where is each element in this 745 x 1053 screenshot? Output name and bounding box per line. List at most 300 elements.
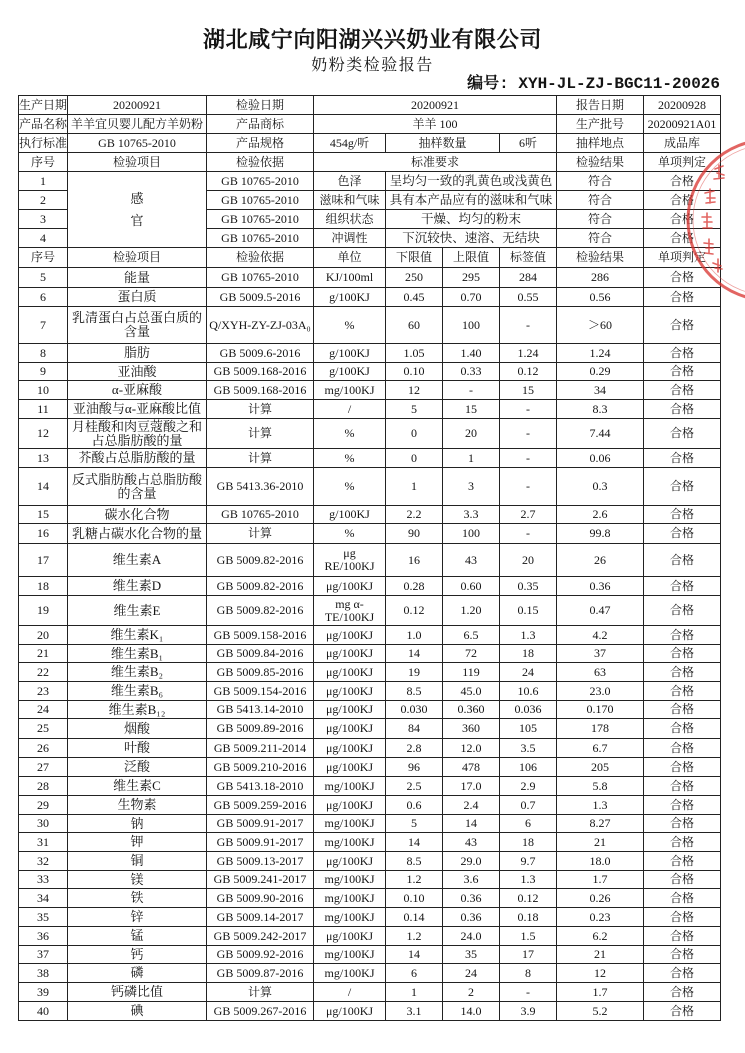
- lower-limit: 1.2: [386, 927, 443, 946]
- upper-limit: 0.36: [443, 908, 500, 927]
- unit: μg/100KJ: [314, 1002, 386, 1021]
- test-method: GB 5009.82-2016: [207, 577, 314, 596]
- item-verdict: 合格: [644, 626, 721, 645]
- test-result: 0.06: [557, 449, 644, 468]
- nutrient-row: [19, 833, 721, 852]
- row-number: 33: [19, 871, 68, 889]
- standard-requirement: 具有本产品应有的滋味和气味: [386, 191, 557, 210]
- upper-limit: 0.36: [443, 889, 500, 908]
- label-value: 18: [500, 833, 557, 852]
- label-value: 0.55: [500, 288, 557, 307]
- unit: μg/100KJ: [314, 758, 386, 777]
- item-verdict: 合格: [644, 468, 721, 506]
- upper-limit: 20: [443, 419, 500, 449]
- row-number: 3: [19, 210, 68, 229]
- sensory-attribute: 滋味和气味: [314, 191, 386, 210]
- unit: KJ/100ml: [314, 268, 386, 288]
- label-value: -: [500, 449, 557, 468]
- row-number: 9: [19, 363, 68, 381]
- lower-limit: 0.45: [386, 288, 443, 307]
- lower-limit: 6: [386, 964, 443, 983]
- label-value: 0.35: [500, 577, 557, 596]
- header-result: 检验结果: [557, 153, 644, 172]
- test-method: GB 5009.5-2016: [207, 288, 314, 307]
- item-verdict: 合格: [644, 964, 721, 983]
- lower-limit: 90: [386, 524, 443, 544]
- test-item: 锌: [68, 908, 207, 927]
- upper-limit: -: [443, 381, 500, 400]
- label-value: 1.24: [500, 344, 557, 363]
- upper-limit: 2.4: [443, 796, 500, 815]
- lower-limit: 250: [386, 268, 443, 288]
- unit: μg/100KJ: [314, 796, 386, 815]
- label-value: 1.3: [500, 626, 557, 645]
- report-number: 编号: XYH-JL-ZJ-BGC11-20026: [467, 75, 720, 93]
- upper-limit: 3: [443, 468, 500, 506]
- lower-limit: 0.28: [386, 577, 443, 596]
- header-verdict: 单项判定: [644, 248, 721, 268]
- test-item: 维生素B₆: [68, 682, 207, 701]
- item-verdict: 合格: [644, 307, 721, 344]
- upper-limit: 360: [443, 719, 500, 739]
- label-value: 0.036: [500, 701, 557, 719]
- unit: μg/100KJ: [314, 852, 386, 871]
- inspection-date-label: 检验日期: [207, 96, 314, 115]
- test-method: GB 5009.82-2016: [207, 596, 314, 626]
- test-method: 计算: [207, 524, 314, 544]
- standard-value: GB 10765-2010: [68, 134, 207, 153]
- test-method: GB 10765-2010: [207, 506, 314, 524]
- row-number: 32: [19, 852, 68, 871]
- upper-limit: 24: [443, 964, 500, 983]
- lower-limit: 5: [386, 815, 443, 833]
- row-number: 25: [19, 719, 68, 739]
- row-number: 2: [19, 191, 68, 210]
- unit: g/100KJ: [314, 363, 386, 381]
- lower-limit: 14: [386, 645, 443, 663]
- test-result: 0.26: [557, 889, 644, 908]
- test-item: 生物素: [68, 796, 207, 815]
- report-date-value: 20200928: [644, 96, 721, 115]
- upper-limit: 478: [443, 758, 500, 777]
- test-result: 0.23: [557, 908, 644, 927]
- label-value: -: [500, 524, 557, 544]
- upper-limit: 14: [443, 815, 500, 833]
- test-method: GB 5009.168-2016: [207, 381, 314, 400]
- test-method: GB 5413.18-2010: [207, 777, 314, 796]
- unit: mg/100KJ: [314, 871, 386, 889]
- row-number: 14: [19, 468, 68, 506]
- report-date-label: 报告日期: [557, 96, 644, 115]
- nutrient-row: [19, 400, 721, 419]
- upper-limit: 295: [443, 268, 500, 288]
- test-method: GB 5009.87-2016: [207, 964, 314, 983]
- item-verdict: 合格: [644, 815, 721, 833]
- test-method: GB 5009.242-2017: [207, 927, 314, 946]
- batch-label: 生产批号: [557, 115, 644, 134]
- test-item: 维生素B₂: [68, 663, 207, 682]
- label-value: 106: [500, 758, 557, 777]
- row-number: 11: [19, 400, 68, 419]
- row-number: 5: [19, 268, 68, 288]
- lower-limit: 0.6: [386, 796, 443, 815]
- header-item: 检验项目: [68, 248, 207, 268]
- test-result: 6.2: [557, 927, 644, 946]
- header-result: 检验结果: [557, 248, 644, 268]
- unit: mg/100KJ: [314, 833, 386, 852]
- upper-limit: 6.5: [443, 626, 500, 645]
- test-result: 符合: [557, 172, 644, 191]
- label-value: 284: [500, 268, 557, 288]
- sensory-header-row: [19, 153, 721, 172]
- test-result: 1.7: [557, 983, 644, 1002]
- nutrient-row: [19, 307, 721, 344]
- label-value: 2.9: [500, 777, 557, 796]
- test-item: 月桂酸和肉豆蔻酸之和占总脂肪酸的量: [68, 419, 207, 449]
- row-number: 37: [19, 946, 68, 964]
- test-method: GB 5009.91-2017: [207, 833, 314, 852]
- upper-limit: 0.60: [443, 577, 500, 596]
- row-number: 7: [19, 307, 68, 344]
- row-number: 24: [19, 701, 68, 719]
- sample-site-value: 成品库: [644, 134, 721, 153]
- test-result: 0.29: [557, 363, 644, 381]
- lower-limit: 0.12: [386, 596, 443, 626]
- sample-qty-label: 抽样数量: [386, 134, 500, 153]
- label-value: 0.12: [500, 889, 557, 908]
- test-method: GB 5009.241-2017: [207, 871, 314, 889]
- test-result: 0.3: [557, 468, 644, 506]
- test-result: 5.8: [557, 777, 644, 796]
- nutrient-row: [19, 363, 721, 381]
- nutrient-row: [19, 645, 721, 663]
- unit: μg/100KJ: [314, 663, 386, 682]
- test-result: 符合: [557, 210, 644, 229]
- unit: μg/100KJ: [314, 645, 386, 663]
- row-number: 4: [19, 229, 68, 248]
- test-method: Q/XYH-ZY-ZJ-03A₀: [207, 307, 314, 344]
- nutrient-row: [19, 381, 721, 400]
- item-verdict: 合格: [644, 739, 721, 758]
- nutrient-row: [19, 663, 721, 682]
- header-verdict: 单项判定: [644, 153, 721, 172]
- lower-limit: 1.0: [386, 626, 443, 645]
- unit: μg/100KJ: [314, 626, 386, 645]
- item-verdict: 合格: [644, 758, 721, 777]
- test-item: 亚油酸: [68, 363, 207, 381]
- test-item: 碘: [68, 1002, 207, 1021]
- test-result: 8.27: [557, 815, 644, 833]
- nutrient-row: [19, 908, 721, 927]
- label-value: 0.12: [500, 363, 557, 381]
- item-verdict: 合格: [644, 419, 721, 449]
- unit: μg RE/100KJ: [314, 544, 386, 577]
- header-no: 序号: [19, 248, 68, 268]
- test-result: 205: [557, 758, 644, 777]
- unit: %: [314, 524, 386, 544]
- unit: /: [314, 983, 386, 1002]
- header-lower-limit: 下限值: [386, 248, 443, 268]
- test-result: 0.170: [557, 701, 644, 719]
- nutrient-row: [19, 927, 721, 946]
- test-item: α-亚麻酸: [68, 381, 207, 400]
- nutrient-row: [19, 682, 721, 701]
- test-method: GB 10765-2010: [207, 229, 314, 248]
- test-method: 计算: [207, 400, 314, 419]
- test-method: 计算: [207, 983, 314, 1002]
- header-requirement: 标准要求: [314, 153, 557, 172]
- nutrient-row: [19, 889, 721, 908]
- item-verdict: 合格: [644, 1002, 721, 1021]
- upper-limit: 1: [443, 449, 500, 468]
- upper-limit: 43: [443, 544, 500, 577]
- nutrient-row: [19, 852, 721, 871]
- upper-limit: 43: [443, 833, 500, 852]
- lower-limit: 0: [386, 419, 443, 449]
- sample-site-label: 抽样地点: [557, 134, 644, 153]
- lower-limit: 1.05: [386, 344, 443, 363]
- test-method: GB 5009.84-2016: [207, 645, 314, 663]
- test-item: 钾: [68, 833, 207, 852]
- label-value: -: [500, 419, 557, 449]
- test-result: 23.0: [557, 682, 644, 701]
- report-title: 奶粉类检验报告: [311, 57, 434, 74]
- upper-limit: 17.0: [443, 777, 500, 796]
- lower-limit: 2.8: [386, 739, 443, 758]
- sensory-attribute: 冲调性: [314, 229, 386, 248]
- unit: mg/100KJ: [314, 777, 386, 796]
- upper-limit: 119: [443, 663, 500, 682]
- lower-limit: 8.5: [386, 852, 443, 871]
- test-result: 1.7: [557, 871, 644, 889]
- unit: %: [314, 449, 386, 468]
- test-item: 泛酸: [68, 758, 207, 777]
- row-number: 34: [19, 889, 68, 908]
- nutrient-row: [19, 524, 721, 544]
- row-number: 12: [19, 419, 68, 449]
- test-method: GB 10765-2010: [207, 191, 314, 210]
- item-verdict: 合格: [644, 544, 721, 577]
- unit: μg/100KJ: [314, 577, 386, 596]
- row-number: 10: [19, 381, 68, 400]
- sensory-rows: [19, 172, 721, 248]
- item-verdict: 合格: [644, 852, 721, 871]
- test-method: GB 5009.210-2016: [207, 758, 314, 777]
- standard-requirement: 呈均匀一致的乳黄色或浅黄色: [386, 172, 557, 191]
- sensory-row: [19, 172, 721, 191]
- item-verdict: 合格: [644, 682, 721, 701]
- item-verdict: 合格: [644, 381, 721, 400]
- upper-limit: 0.33: [443, 363, 500, 381]
- lower-limit: 12: [386, 381, 443, 400]
- info-row-product: [19, 115, 721, 134]
- standard-requirement: 干燥、均匀的粉末: [386, 210, 557, 229]
- test-method: GB 5009.168-2016: [207, 363, 314, 381]
- test-method: GB 5009.89-2016: [207, 719, 314, 739]
- lower-limit: 84: [386, 719, 443, 739]
- unit: g/100KJ: [314, 506, 386, 524]
- unit: %: [314, 307, 386, 344]
- test-item: 铜: [68, 852, 207, 871]
- product-name-label: 产品名称: [19, 115, 68, 134]
- test-method: GB 5413.14-2010: [207, 701, 314, 719]
- lower-limit: 0: [386, 449, 443, 468]
- nutrient-row: [19, 777, 721, 796]
- label-value: 3.9: [500, 1002, 557, 1021]
- test-method: GB 5009.158-2016: [207, 626, 314, 645]
- test-result: 18.0: [557, 852, 644, 871]
- item-verdict: 合格: [644, 191, 721, 210]
- test-item: 乳清蛋白占总蛋白质的含量: [68, 307, 207, 344]
- nutrient-row: [19, 983, 721, 1002]
- row-number: 28: [19, 777, 68, 796]
- sample-qty-value: 6听: [500, 134, 557, 153]
- item-verdict: 合格: [644, 645, 721, 663]
- row-number: 16: [19, 524, 68, 544]
- test-result: 符合: [557, 229, 644, 248]
- inspection-date-value: 20200921: [314, 96, 557, 115]
- nutrient-row: [19, 577, 721, 596]
- test-method: GB 5009.91-2017: [207, 815, 314, 833]
- test-item: 维生素D: [68, 577, 207, 596]
- item-verdict: 合格: [644, 400, 721, 419]
- test-item: 维生素K₁: [68, 626, 207, 645]
- report-info: [19, 96, 721, 172]
- item-verdict: 合格: [644, 663, 721, 682]
- sensory-attribute: 色泽: [314, 172, 386, 191]
- item-verdict: 合格: [644, 983, 721, 1002]
- nutrient-row: [19, 544, 721, 577]
- unit: mg/100KJ: [314, 381, 386, 400]
- unit: mg/100KJ: [314, 964, 386, 983]
- test-item: 脂肪: [68, 344, 207, 363]
- item-verdict: 合格: [644, 796, 721, 815]
- header-item: 检验项目: [68, 153, 207, 172]
- test-method: GB 10765-2010: [207, 268, 314, 288]
- nutrient-row: [19, 946, 721, 964]
- unit: mg/100KJ: [314, 908, 386, 927]
- lower-limit: 1: [386, 468, 443, 506]
- upper-limit: 3.6: [443, 871, 500, 889]
- test-item: 钠: [68, 815, 207, 833]
- row-number: 23: [19, 682, 68, 701]
- item-verdict: 合格: [644, 449, 721, 468]
- header-basis: 检验依据: [207, 248, 314, 268]
- label-value: -: [500, 468, 557, 506]
- row-number: 29: [19, 796, 68, 815]
- row-number: 38: [19, 964, 68, 983]
- upper-limit: 0.70: [443, 288, 500, 307]
- item-verdict: 合格: [644, 577, 721, 596]
- lower-limit: 14: [386, 833, 443, 852]
- test-item: 维生素A: [68, 544, 207, 577]
- item-verdict: 合格: [644, 719, 721, 739]
- upper-limit: 1.40: [443, 344, 500, 363]
- nutrient-row: [19, 419, 721, 449]
- item-verdict: 合格: [644, 946, 721, 964]
- header-label-value: 标签值: [500, 248, 557, 268]
- label-value: 10.6: [500, 682, 557, 701]
- label-value: 1.5: [500, 927, 557, 946]
- nutrient-header: [19, 248, 721, 268]
- batch-value: 20200921A01: [644, 115, 721, 134]
- test-item: 叶酸: [68, 739, 207, 758]
- test-result: 6.7: [557, 739, 644, 758]
- product-name-value: 羊羊宜贝婴儿配方羊奶粉: [68, 115, 207, 134]
- lower-limit: 8.5: [386, 682, 443, 701]
- lower-limit: 5: [386, 400, 443, 419]
- label-value: -: [500, 983, 557, 1002]
- label-value: 3.5: [500, 739, 557, 758]
- lower-limit: 0.030: [386, 701, 443, 719]
- lower-limit: 0.10: [386, 363, 443, 381]
- test-result: ＞60: [557, 307, 644, 344]
- lower-limit: 2.2: [386, 506, 443, 524]
- label-value: -: [500, 400, 557, 419]
- standard-requirement: 下沉较快、速溶、无结块: [386, 229, 557, 248]
- test-result: 0.36: [557, 577, 644, 596]
- row-number: 1: [19, 172, 68, 191]
- nutrient-row: [19, 758, 721, 777]
- test-result: 178: [557, 719, 644, 739]
- test-result: 1.3: [557, 796, 644, 815]
- label-value: -: [500, 307, 557, 344]
- item-verdict: 合格: [644, 777, 721, 796]
- test-item: 反式脂肪酸占总脂肪酸的含量: [68, 468, 207, 506]
- inspection-report-table: [18, 95, 721, 1021]
- unit: mg/100KJ: [314, 815, 386, 833]
- upper-limit: 1.20: [443, 596, 500, 626]
- test-item: 芥酸占总脂肪酸的量: [68, 449, 207, 468]
- trademark-value: 羊羊 100: [314, 115, 557, 134]
- item-verdict: 合格: [644, 524, 721, 544]
- test-result: 2.6: [557, 506, 644, 524]
- test-item: 维生素B₁₂: [68, 701, 207, 719]
- test-item: 镁: [68, 871, 207, 889]
- unit: μg/100KJ: [314, 701, 386, 719]
- upper-limit: 3.3: [443, 506, 500, 524]
- label-value: 20: [500, 544, 557, 577]
- row-number: 17: [19, 544, 68, 577]
- production-date-value: 20200921: [68, 96, 207, 115]
- label-value: 0.18: [500, 908, 557, 927]
- test-method: GB 5009.85-2016: [207, 663, 314, 682]
- row-number: 27: [19, 758, 68, 777]
- test-method: GB 5009.92-2016: [207, 946, 314, 964]
- label-value: 0.15: [500, 596, 557, 626]
- item-verdict: 合格: [644, 506, 721, 524]
- item-verdict: 合格: [644, 210, 721, 229]
- item-verdict: 合格: [644, 172, 721, 191]
- row-number: 22: [19, 663, 68, 682]
- test-item: 亚油酸与α-亚麻酸比值: [68, 400, 207, 419]
- item-verdict: 合格: [644, 908, 721, 927]
- test-method: GB 5009.267-2016: [207, 1002, 314, 1021]
- header-no: 序号: [19, 153, 68, 172]
- nutrient-row: [19, 719, 721, 739]
- lower-limit: 0.10: [386, 889, 443, 908]
- info-row-dates: [19, 96, 721, 115]
- test-method: GB 5009.13-2017: [207, 852, 314, 871]
- row-number: 8: [19, 344, 68, 363]
- sensory-group-label: 感官: [130, 190, 144, 228]
- row-number: 40: [19, 1002, 68, 1021]
- production-date-label: 生产日期: [19, 96, 68, 115]
- nutrient-row: [19, 796, 721, 815]
- spec-value: 454g/听: [314, 134, 386, 153]
- test-item: 锰: [68, 927, 207, 946]
- nutrient-row: [19, 449, 721, 468]
